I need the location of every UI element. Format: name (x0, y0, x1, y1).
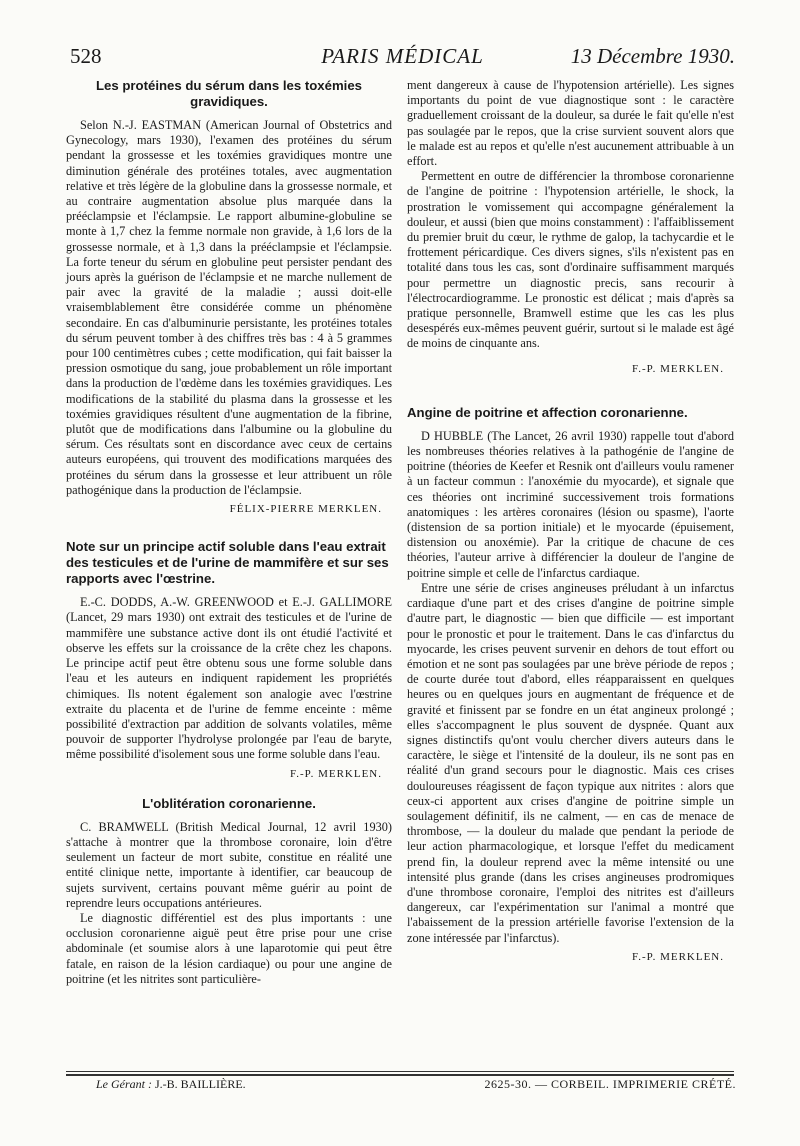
issue-date: 13 Décembre 1930. (570, 44, 735, 68)
footer-printer: 2625-30. — CORBEIL. IMPRIMERIE CRÉTÉ. (484, 1077, 736, 1091)
article-title-note: Note sur un principe actif soluble dans l'eau extrait des testicules et de l'urine de mammifère et sur ses rapports avec l'œstrine. (66, 539, 389, 587)
journal-title: PARIS MÉDICAL (321, 44, 484, 68)
article-paragraph: Le diagnostic différentiel est des plus importants : une occlusion coronarienne aiguë peut être prise pour une crise abdominale (et soumise alors à une laparotomie qui peut être fatale, en raison de la lésion cardiaque) ou pour une angine de poitrine (et les nitrites sont particulière- (66, 910, 392, 986)
article-signature: F.-P. MERKLEN. (290, 767, 382, 780)
page-header (70, 44, 735, 74)
gerant-name: J.-B. BAILLIÈRE. (155, 1077, 246, 1091)
article-paragraph: Entre une série de crises angineuses préludant à un infarctus cardiaque d'une part et des crises d'angine de poitrine simple d'autre part, le diagnostic — bien que difficile — est important pour le pronostic et pour le traitement. Dans le cas d'infarctus du myocarde, les crises peuvent survenir en dehors de tout effort ou émotion et ne sont pas soulagées par une brève période de repos ; de courte durée tout d'abord, elles réapparaissent en quelques heures ou en quelques jours en augmentant de fréquence et de gravité et finissent par se fondre en un état angineux prolongé ; elles s'accompagnent le plus souvent de dyspnée. Quant aux signes distinctifs qu'ont voulu chercher divers auteurs dans le caractère, le siège et l'intensité de la douleur, ils ne sont pas en réalité d'un grand secours pour le diagnostic. Mais ces crises douloureuses réagissent de façon typique aux nitrites : alors que ceux-ci apportent aux crises d'angine de poitrine simple un soulagement définitif, ils ne calment, — en cas de menace de thrombose, — la douleur du malade que pendant la periode de leur action pharmacologique, et lorsque l'effet du medicament prend fin, la douleur reprend avec la même intensité ou une intensité plus grande (dans les crises angineuses prodromiques d'une thrombose coronaire, l'emploi des nitrites est d'ailleurs dangereux, car l'expérimentation sur l'animal a montré que l'abaissement de la pression artérielle favorise l'extension de la zone intéressée par l'infarctus). (407, 580, 734, 945)
article-paragraph: Selon N.-J. EASTMAN (American Journal of Obstetrics and Gynecology, mars 1930), l'examen des protéines du sérum pendant la grossesse et les toxémies gravidiques montre une diminution générale des protéines totales, avec augmentation relative et très légère de la globuline dans la grossesse normale, et au contraire augmentation absolue plus marquée dans la prééclampsie et l'éclampsie. Le rapport albumine-globuline se monte à 1,7 chez la femme normale non gravide, à 1,6 lors de la grossesse normale, et à 1,3 dans la prééclampsie et l'éclampsie. La forte teneur du sérum en globuline peut persister pendant des jours après la guérison de l'éclampsie et ne marche nullement de pair avec la gravité de la maladie ; aussi doit-elle vraisemblablement être considérée comme un phénomène secondaire. En cas d'albuminurie persistante, les protéines totales du sérum peuvent tomber à des chiffres très bas : 4 à 5 grammes pour 100 centimètres cubes ; cette modification, qui fait baisser la pression osmotique du sang, joue probablement un rôle important dans la production de l'œdème dans les toxémies gravidiques. Les modifications de la stabilité du plasma dans la grossesse et les toxémies gravidiques résultent d'une augmentation de la fibrine, plutôt que de modifications dans l'albumine ou la globuline du sérum. Ces résultats sont en discordance avec ceux de certains auteurs européens, qui trouvent des modifications marquées des protéines du sérum dans la grossesse et leur attribuent un rôle pathogénique dans la production de l'éclampsie. (66, 118, 392, 497)
article-paragraph: E.-C. DODDS, A.-W. GREENWOOD et E.-J. GALLIMORE (Lancet, 29 mars 1930) ont extrait des testicules et de l'urine de mammifère une substance active dont ils ont étudié l'activité et observe les effets sur la croissance de la crête chez les chapons. Le principe actif peut être obtenu sous une forme soluble dans l'eau et les auteurs en indiquent rapidement les propriétés chimiques. Ils notent également son analogie avec l'œstrine extraite du placenta et de l'urine de femme enceinte : même possibilité d'extraction par addition de solvants volatiles, même pouvoir de supporter l'hydrolyse prolongée par l'eau de baryte, même possibilité d'isolement sous une forme soluble dans l'eau. (66, 595, 392, 762)
article-paragraph: C. BRAMWELL (British Medical Journal, 12 avril 1930) s'attache à montrer que la thrombose coronaire, loin d'être seulement un facteur de mort subite, constitue en réalité une entité clinique nette, importante à identifier, car beaucoup de sujets survivent, certains pouvant même guérir au point de reprendre leurs occupations antérieures. (66, 819, 392, 910)
article-title-proteines: Les protéines du sérum dans les toxémies gravidiques. (95, 78, 363, 109)
page-number: 528 (70, 44, 102, 68)
gerant-label: Le Gérant : (96, 1077, 152, 1091)
footer-gerant (96, 1077, 246, 1092)
article-signature: F.-P. MERKLEN. (632, 950, 724, 963)
footer-divider (66, 1074, 734, 1076)
article-paragraph: Permettent en outre de différencier la thrombose coronarienne de l'angine de poitrine : l'hypotension artérielle, le shock, la prostration le vomissement qui accompagne généralement la douleur, et aussi (bien que moins constamment) : l'affaiblissement du premier bruit du cœur, le rythme de galop, la tachycardie et le frottement péricardique. Ces divers signes, s'ils n'existent pas en totalité dans tous les cas, sont d'ordinaire suffisamment marqués pour permettre un diagnostic precis, sans recourir à l'électrocardiogramme. Le pronostic est délicat ; mais d'après sa pratique personnelle, Bramwell estime que les cas les plus desespérés eux-mêmes peuvent guérir, surtout si le malade est âgé de moins de cinquante ans. (407, 169, 734, 351)
footer-divider (66, 1071, 734, 1072)
article-paragraph: ment dangereux à cause de l'hypotension artérielle). Les signes importants du point de vue diagnostique sont : le caractère graduellement croissant de la douleur, sa durée le fait qu'elle n'est pas soulagée par le repos, que la crise survient souvent alors que le malade est au repos et qu'elle n'est aucunement attribuable à un effort. (407, 78, 734, 169)
article-paragraph: D HUBBLE (The Lancet, 26 avril 1930) rappelle tout d'abord les nombreuses théories relatives à la pathogénie de l'angine de poitrine (théories de Keefer et Resnik ont d'ailleurs voulu ramener à un facteur commun : l'anoxémie du myocarde), et signale que ces théories ont incriminé successivement trois formations anatomiques : les artères coronaires (lésion ou spasme), l'aorte (distension de sa portion initiale) et le myocarde (épuisement, distension ou anoxémie). Par la critique de chacune de ces théories, l'auteur arrive à différencier la douleur de l'angine de poitrine simple et celle de l'infarctus cardiaque. (407, 428, 734, 580)
article-signature: F.-P. MERKLEN. (632, 362, 724, 375)
article-title-angine: Angine de poitrine et affection coronarienne. (407, 404, 688, 420)
left-column (66, 78, 392, 987)
article-signature: FÉLIX-PIERRE MERKLEN. (229, 503, 382, 516)
article-title-obliteration: L'oblitération coronarienne. (142, 795, 316, 811)
right-column (407, 78, 734, 965)
